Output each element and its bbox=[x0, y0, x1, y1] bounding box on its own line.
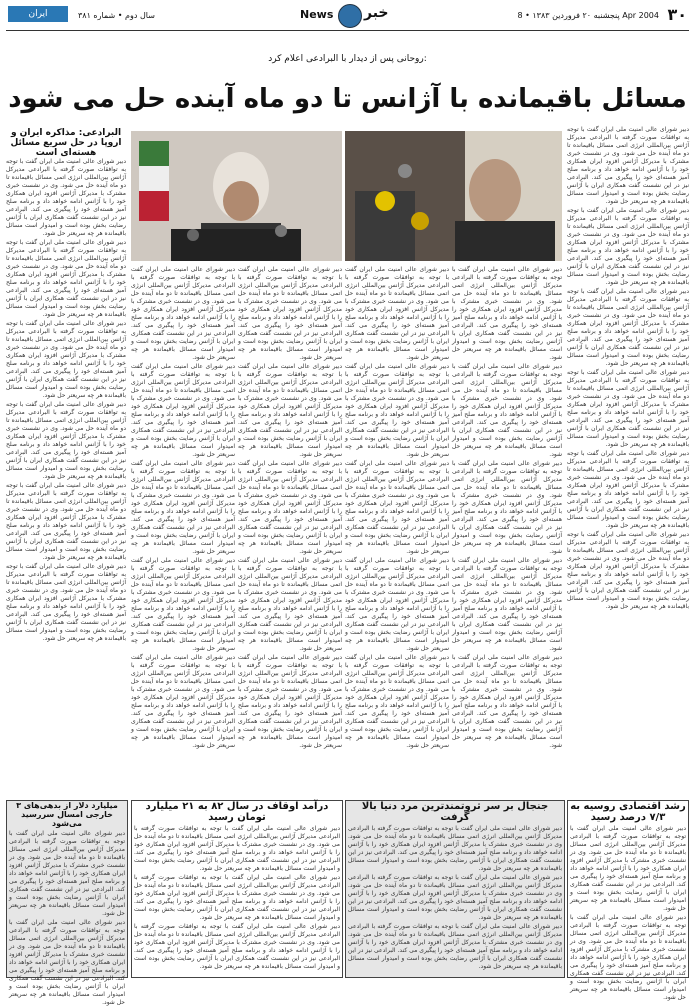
column-text: دبیر شورای عالی امنیت ملی ایران گفت با توجه به توافقات صورت گرفته با البرادعی مدیرکل آژانس بین‌المللی انرژی اتمی مسائل باقیمانده تا دو ماه آینده حل می شود. وی در نشست خبری مشترک با مدیرکل آژانس افزود ایران همکاری خود را با آژانس ادامه خواهد داد و برنامه صلح آمیز هسته‌ای خود را پیگیری می کند. البرادعی نیز در این نشست گفت همکاری ایران با آژانس رضایت بخش بوده است و امیدوار است مسائل باقیمانده هر چه سریعتر حل شود. bbox=[238, 557, 342, 652]
column-text: دبیر شورای عالی امنیت ملی ایران گفت با توجه به توافقات صورت گرفته با البرادعی مدیرکل آژانس بین‌المللی انرژی اتمی مسائل باقیمانده تا دو ماه آینده حل می شود. وی در نشست خبری مشترک با مدیرکل آژانس افزود ایران همکاری خود را با آژانس ادامه خواهد داد و برنامه صلح آمیز هسته‌ای خود را پیگیری می کند. البرادعی نیز در این نشست گفت همکاری ایران با آژانس رضایت بخش بوده است و امیدوار است مسائل باقیمانده هر چه سریعتر حل شود. bbox=[348, 923, 562, 970]
column-mid-3 bbox=[345, 266, 449, 798]
column-text: دبیر شورای عالی امنیت ملی ایران گفت با توجه به توافقات صورت گرفته با البرادعی مدیرکل آژانس بین‌المللی انرژی اتمی مسائل باقیمانده تا دو ماه آینده حل می شود. وی در نشست خبری مشترک با مدیرکل آژانس افزود ایران همکاری خود را با آژانس ادامه خواهد داد و برنامه صلح آمیز هسته‌ای خود را پیگیری می کند. البرادعی نیز در این نشست گفت همکاری ایران با آژانس رضایت بخش بوده است و امیدوار است مسائل باقیمانده هر چه سریعتر حل شود. bbox=[131, 654, 235, 749]
column-text: دبیر شورای عالی امنیت ملی ایران گفت با توجه به توافقات صورت گرفته با البرادعی مدیرکل آژانس بین‌المللی انرژی اتمی مسائل باقیمانده تا دو ماه آینده حل می شود. وی در نشست خبری مشترک با مدیرکل آژانس افزود ایران همکاری خود را با آژانس ادامه خواهد داد و برنامه صلح آمیز هسته‌ای خود را پیگیری می کند. البرادعی نیز در این نشست گفت همکاری ایران با آژانس رضایت بخش بوده است و امیدوار است مسائل باقیمانده هر چه سریعتر حل شود. bbox=[567, 126, 689, 205]
column-text: دبیر شورای عالی امنیت ملی ایران گفت با توجه به توافقات صورت گرفته با البرادعی مدیرکل آژانس بین‌المللی انرژی اتمی مسائل باقیمانده تا دو ماه آینده حل می شود. وی در نشست خبری مشترک با مدیرکل آژانس افزود ایران همکاری خود را با آژانس ادامه خواهد داد و برنامه صلح آمیز هسته‌ای خود را پیگیری می کند. البرادعی نیز در این نشست گفت همکاری ایران با آژانس رضایت بخش بوده است و امیدوار است مسائل باقیمانده هر چه سریعتر حل شود. bbox=[452, 460, 562, 555]
column-text: دبیر شورای عالی امنیت ملی ایران گفت با توجه به توافقات صورت گرفته با البرادعی مدیرکل آژانس بین‌المللی انرژی اتمی مسائل باقیمانده تا دو ماه آینده حل می شود. وی در نشست خبری مشترک با مدیرکل آژانس افزود ایران همکاری خود را با آژانس ادامه خواهد داد و برنامه صلح آمیز هسته‌ای خود را پیگیری می کند. البرادعی نیز در این نشست گفت همکاری ایران با آژانس رضایت بخش بوده است و امیدوار است مسائل باقیمانده هر چه سریعتر حل شود. bbox=[345, 654, 449, 749]
column-mid-4 bbox=[452, 266, 562, 798]
column-text: دبیر شورای عالی امنیت ملی ایران گفت با توجه به توافقات صورت گرفته با البرادعی مدیرکل آژانس بین‌المللی انرژی اتمی مسائل باقیمانده تا دو ماه آینده حل می شود. وی در نشست خبری مشترک با مدیرکل آژانس افزود ایران همکاری خود را با آژانس ادامه خواهد داد و برنامه صلح آمیز هسته‌ای خود را پیگیری می کند. البرادعی نیز در این نشست گفت همکاری ایران با آژانس رضایت بخش بوده است و امیدوار است مسائل باقیمانده هر چه سریعتر حل شود. bbox=[345, 363, 449, 458]
column-text: دبیر شورای عالی امنیت ملی ایران گفت با توجه به توافقات صورت گرفته با البرادعی مدیرکل آژانس بین‌المللی انرژی اتمی مسائل باقیمانده تا دو ماه آینده حل می شود. وی در نشست خبری مشترک با مدیرکل آژانس افزود ایران همکاری خود را با آژانس ادامه خواهد داد و برنامه صلح آمیز هسته‌ای خود را پیگیری می کند. البرادعی نیز در این نشست گفت همکاری ایران با آژانس رضایت بخش بوده است و امیدوار است مسائل باقیمانده هر چه سریعتر حل شود. bbox=[238, 460, 342, 555]
issue-number: سال دوم • شماره ۳۸۱ bbox=[78, 11, 155, 20]
main-headline: مسائل باقیمانده با آژانس تا دو ماه آینده حل می شود bbox=[8, 84, 687, 114]
column-text: دبیر شورای عالی امنیت ملی ایران گفت با توجه به توافقات صورت گرفته با البرادعی مدیرکل آژانس بین‌المللی انرژی اتمی مسائل باقیمانده تا دو ماه آینده حل می شود. وی در نشست خبری مشترک با مدیرکل آژانس افزود ایران همکاری خود را با آژانس ادامه خواهد داد و برنامه صلح آمیز هسته‌ای خود را پیگیری می کند. البرادعی نیز در این نشست گفت همکاری ایران با آژانس رضایت بخش بوده است و امیدوار است مسائل باقیمانده هر چه سریعتر حل شود. bbox=[570, 914, 686, 1001]
box-text bbox=[7, 828, 127, 1006]
column-text: دبیر شورای عالی امنیت ملی ایران گفت با توجه به توافقات صورت گرفته با البرادعی مدیرکل آژانس بین‌المللی انرژی اتمی مسائل باقیمانده تا دو ماه آینده حل می شود. وی در نشست خبری مشترک با مدیرکل آژانس افزود ایران همکاری خود را با آژانس ادامه خواهد داد و برنامه صلح آمیز هسته‌ای خود را پیگیری می کند. البرادعی نیز در این نشست گفت همکاری ایران با آژانس رضایت بخش بوده است و امیدوار است مسائل باقیمانده هر چه سریعتر حل شود. bbox=[238, 266, 342, 361]
column-text: دبیر شورای عالی امنیت ملی ایران گفت با توجه به توافقات صورت گرفته با البرادعی مدیرکل آژانس بین‌المللی انرژی اتمی مسائل باقیمانده تا دو ماه آینده حل می شود. وی در نشست خبری مشترک با مدیرکل آژانس افزود ایران همکاری خود را با آژانس ادامه خواهد داد و برنامه صلح آمیز هسته‌ای خود را پیگیری می کند. البرادعی نیز در این نشست گفت همکاری ایران با آژانس رضایت بخش بوده است و امیدوار است مسائل باقیمانده هر چه سریعتر حل شود. bbox=[6, 158, 126, 237]
box-title: جنجال بر سر ثروتمندترین مرد دنیا بالا گرفت bbox=[361, 801, 549, 823]
header-divider bbox=[6, 30, 689, 31]
column-text: دبیر شورای عالی امنیت ملی ایران گفت با توجه به توافقات صورت گرفته با البرادعی مدیرکل آژانس بین‌المللی انرژی اتمی مسائل باقیمانده تا دو ماه آینده حل می شود. وی در نشست خبری مشترک با مدیرکل آژانس افزود ایران همکاری خود را با آژانس ادامه خواهد داد و برنامه صلح آمیز هسته‌ای خود را پیگیری می کند. البرادعی نیز در این نشست گفت همکاری ایران با آژانس رضایت بخش بوده است و امیدوار است مسائل باقیمانده هر چه سریعتر حل شود. bbox=[134, 923, 340, 970]
box-title: رشد اقتصادی روسیه به ۷/۳ درصد رسید bbox=[570, 801, 686, 823]
column-mid-1 bbox=[131, 266, 235, 798]
column-text: دبیر شورای عالی امنیت ملی ایران گفت با توجه به توافقات صورت گرفته با البرادعی مدیرکل آژانس بین‌المللی انرژی اتمی مسائل باقیمانده تا دو ماه آینده حل می شود. وی در نشست خبری مشترک با مدیرکل آژانس افزود ایران همکاری خود را با آژانس ادامه خواهد داد و برنامه صلح آمیز هسته‌ای خود را پیگیری می کند. البرادعی نیز در این نشست گفت همکاری ایران با آژانس رضایت بخش بوده است و امیدوار است مسائل باقیمانده هر چه سریعتر حل شود. bbox=[567, 450, 689, 529]
column-text: دبیر شورای عالی امنیت ملی ایران گفت با توجه به توافقات صورت گرفته با البرادعی مدیرکل آژانس بین‌المللی انرژی اتمی مسائل باقیمانده تا دو ماه آینده حل می شود. وی در نشست خبری مشترک با مدیرکل آژانس افزود ایران همکاری خود را با آژانس ادامه خواهد داد و برنامه صلح آمیز هسته‌ای خود را پیگیری می کند. البرادعی نیز در این نشست گفت همکاری ایران با آژانس رضایت بخش بوده است و امیدوار است مسائل باقیمانده هر چه سریعتر حل شود. bbox=[6, 563, 126, 642]
column-text: دبیر شورای عالی امنیت ملی ایران گفت با توجه به توافقات صورت گرفته با البرادعی مدیرکل آژانس بین‌المللی انرژی اتمی مسائل باقیمانده تا دو ماه آینده حل می شود. وی در نشست خبری مشترک با مدیرکل آژانس افزود ایران همکاری خود را با آژانس ادامه خواهد داد و برنامه صلح آمیز هسته‌ای خود را پیگیری می کند. البرادعی نیز در این نشست گفت همکاری ایران با آژانس رضایت بخش بوده است و امیدوار است مسائل باقیمانده هر چه سریعتر حل شود. bbox=[131, 363, 235, 458]
news-box-endowment bbox=[131, 800, 343, 978]
column-text: دبیر شورای عالی امنیت ملی ایران گفت با توجه به توافقات صورت گرفته با البرادعی مدیرکل آژانس بین‌المللی انرژی اتمی مسائل باقیمانده تا دو ماه آینده حل می شود. وی در نشست خبری مشترک با مدیرکل آژانس افزود ایران همکاری خود را با آژانس ادامه خواهد داد و برنامه صلح آمیز هسته‌ای خود را پیگیری می کند. البرادعی نیز در این نشست گفت همکاری ایران با آژانس رضایت بخش بوده است و امیدوار است مسائل باقیمانده هر چه سریعتر حل شود. bbox=[345, 460, 449, 555]
column-text: دبیر شورای عالی امنیت ملی ایران گفت با توجه به توافقات صورت گرفته با البرادعی مدیرکل آژانس بین‌المللی انرژی اتمی مسائل باقیمانده تا دو ماه آینده حل می شود. وی در نشست خبری مشترک با مدیرکل آژانس افزود ایران همکاری خود را با آژانس ادامه خواهد داد و برنامه صلح آمیز هسته‌ای خود را پیگیری می کند. البرادعی نیز در این نشست گفت همکاری ایران با آژانس رضایت بخش بوده است و امیدوار است مسائل باقیمانده هر چه سریعتر حل شود. bbox=[452, 654, 562, 749]
section-title-fa: خبر bbox=[364, 5, 389, 21]
page-header bbox=[0, 0, 695, 34]
column-text: دبیر شورای عالی امنیت ملی ایران گفت با توجه به توافقات صورت گرفته با البرادعی مدیرکل آژانس بین‌المللی انرژی اتمی مسائل باقیمانده تا دو ماه آینده حل می شود. وی در نشست خبری مشترک با مدیرکل آژانس افزود ایران همکاری خود را با آژانس ادامه خواهد داد و برنامه صلح آمیز هسته‌ای خود را پیگیری می کند. البرادعی نیز در این نشست گفت همکاری ایران با آژانس رضایت بخش بوده است و امیدوار است مسائل باقیمانده هر چه سریعتر حل شود. bbox=[345, 557, 449, 652]
masthead-logo: ایران bbox=[8, 6, 68, 22]
box-title: ۳ میلیارد دلار از بدهی‌های خارجی امسال سررسید می‌شود bbox=[16, 801, 118, 828]
column-text: دبیر شورای عالی امنیت ملی ایران گفت با توجه به توافقات صورت گرفته با البرادعی مدیرکل آژانس بین‌المللی انرژی اتمی مسائل باقیمانده تا دو ماه آینده حل می شود. وی در نشست خبری مشترک با مدیرکل آژانس افزود ایران همکاری خود را با آژانس ادامه خواهد داد و برنامه صلح آمیز هسته‌ای خود را پیگیری می کند. البرادعی نیز در این نشست گفت همکاری ایران با آژانس رضایت بخش بوده است و امیدوار است مسائل باقیمانده هر چه سریعتر حل شود. bbox=[134, 874, 340, 921]
section-title-en: News bbox=[300, 8, 334, 21]
globe-icon bbox=[338, 4, 362, 28]
column-text: دبیر شورای عالی امنیت ملی ایران گفت با توجه به توافقات صورت گرفته با البرادعی مدیرکل آژانس بین‌المللی انرژی اتمی مسائل باقیمانده تا دو ماه آینده حل می شود. وی در نشست خبری مشترک با مدیرکل آژانس افزود ایران همکاری خود را با آژانس ادامه خواهد داد و برنامه صلح آمیز هسته‌ای خود را پیگیری می کند. البرادعی نیز در این نشست گفت همکاری ایران با آژانس رضایت بخش بوده است و امیدوار است مسائل باقیمانده هر چه سریعتر حل شود. bbox=[567, 369, 689, 448]
box-text bbox=[346, 823, 564, 977]
photo-elbaradei bbox=[345, 131, 562, 261]
column-text: دبیر شورای عالی امنیت ملی ایران گفت با توجه به توافقات صورت گرفته با البرادعی مدیرکل آژانس بین‌المللی انرژی اتمی مسائل باقیمانده تا دو ماه آینده حل می شود. وی در نشست خبری مشترک با مدیرکل آژانس افزود ایران همکاری خود را با آژانس ادامه خواهد داد و برنامه صلح آمیز هسته‌ای خود را پیگیری می کند. البرادعی نیز در این نشست گفت همکاری ایران با آژانس رضایت بخش بوده است و امیدوار است مسائل باقیمانده هر چه سریعتر حل شود. bbox=[348, 874, 562, 921]
column-text: دبیر شورای عالی امنیت ملی ایران گفت با توجه به توافقات صورت گرفته با البرادعی مدیرکل آژانس بین‌المللی انرژی اتمی مسائل باقیمانده تا دو ماه آینده حل می شود. وی در نشست خبری مشترک با مدیرکل آژانس افزود ایران همکاری خود را با آژانس ادامه خواهد داد و برنامه صلح آمیز هسته‌ای خود را پیگیری می کند. البرادعی نیز در این نشست گفت همکاری ایران با آژانس رضایت بخش بوده است و امیدوار است مسائل باقیمانده هر چه سریعتر حل شود. bbox=[6, 482, 126, 561]
column-text: دبیر شورای عالی امنیت ملی ایران گفت با توجه به توافقات صورت گرفته با البرادعی مدیرکل آژانس بین‌المللی انرژی اتمی مسائل باقیمانده تا دو ماه آینده حل می شود. وی در نشست خبری مشترک با مدیرکل آژانس افزود ایران همکاری خود را با آژانس ادامه خواهد داد و برنامه صلح آمیز هسته‌ای خود را پیگیری می کند. البرادعی نیز در این نشست گفت همکاری ایران با آژانس رضایت بخش بوده است و امیدوار است مسائل باقیمانده هر چه سریعتر حل شود. bbox=[6, 320, 126, 399]
column-text: دبیر شورای عالی امنیت ملی ایران گفت با توجه به توافقات صورت گرفته با البرادعی مدیرکل آژانس بین‌المللی انرژی اتمی مسائل باقیمانده تا دو ماه آینده حل می شود. وی در نشست خبری مشترک با مدیرکل آژانس افزود ایران همکاری خود را با آژانس ادامه خواهد داد و برنامه صلح آمیز هسته‌ای خود را پیگیری می کند. البرادعی نیز در این نشست گفت همکاری ایران با آژانس رضایت بخش بوده است و امیدوار است مسائل باقیمانده هر چه سریعتر حل شود. bbox=[238, 363, 342, 458]
column-text: دبیر شورای عالی امنیت ملی ایران گفت با توجه به توافقات صورت گرفته با البرادعی مدیرکل آژانس بین‌المللی انرژی اتمی مسائل باقیمانده تا دو ماه آینده حل می شود. وی در نشست خبری مشترک با مدیرکل آژانس افزود ایران همکاری خود را با آژانس ادامه خواهد داد و برنامه صلح آمیز هسته‌ای خود را پیگیری می کند. البرادعی نیز در این نشست گفت همکاری ایران با آژانس رضایت بخش بوده است و امیدوار است مسائل باقیمانده هر چه سریعتر حل شود. bbox=[567, 531, 689, 610]
box-text bbox=[132, 823, 342, 977]
column-text: دبیر شورای عالی امنیت ملی ایران گفت با توجه به توافقات صورت گرفته با البرادعی مدیرکل آژانس بین‌المللی انرژی اتمی مسائل باقیمانده تا دو ماه آینده حل می شود. وی در نشست خبری مشترک با مدیرکل آژانس افزود ایران همکاری خود را با آژانس ادامه خواهد داد و برنامه صلح آمیز هسته‌ای خود را پیگیری می کند. البرادعی نیز در این نشست گفت همکاری ایران با آژانس رضایت بخش بوده است و امیدوار است مسائل باقیمانده هر چه سریعتر حل شود. bbox=[9, 830, 125, 917]
column-text: دبیر شورای عالی امنیت ملی ایران گفت با توجه به توافقات صورت گرفته با البرادعی مدیرکل آژانس بین‌المللی انرژی اتمی مسائل باقیمانده تا دو ماه آینده حل می شود. وی در نشست خبری مشترک با مدیرکل آژانس افزود ایران همکاری خود را با آژانس ادامه خواهد داد و برنامه صلح آمیز هسته‌ای خود را پیگیری می کند. البرادعی نیز در این نشست گفت همکاری ایران با آژانس رضایت بخش بوده است و امیدوار است مسائل باقیمانده هر چه سریعتر حل شود. bbox=[452, 266, 562, 361]
box-text bbox=[568, 823, 688, 1001]
column-text: دبیر شورای عالی امنیت ملی ایران گفت با توجه به توافقات صورت گرفته با البرادعی مدیرکل آژانس بین‌المللی انرژی اتمی مسائل باقیمانده تا دو ماه آینده حل می شود. وی در نشست خبری مشترک با مدیرکل آژانس افزود ایران همکاری خود را با آژانس ادامه خواهد داد و برنامه صلح آمیز هسته‌ای خود را پیگیری می کند. البرادعی نیز در این نشست گفت همکاری ایران با آژانس رضایت بخش بوده است و امیدوار است مسائل باقیمانده هر چه سریعتر حل شود. bbox=[452, 557, 562, 652]
column-text: دبیر شورای عالی امنیت ملی ایران گفت با توجه به توافقات صورت گرفته با البرادعی مدیرکل آژانس بین‌المللی انرژی اتمی مسائل باقیمانده تا دو ماه آینده حل می شود. وی در نشست خبری مشترک با مدیرکل آژانس افزود ایران همکاری خود را با آژانس ادامه خواهد داد و برنامه صلح آمیز هسته‌ای خود را پیگیری می کند. البرادعی نیز در این نشست گفت همکاری ایران با آژانس رضایت بخش بوده است و امیدوار است مسائل باقیمانده هر چه سریعتر حل شود. bbox=[567, 288, 689, 367]
issue-date: پنجشنبه ۲۰ فروردین ۱۳۸۳ • 8 Apr 2004 bbox=[517, 11, 659, 20]
column-text: دبیر شورای عالی امنیت ملی ایران گفت با توجه به توافقات صورت گرفته با البرادعی مدیرکل آژانس بین‌المللی انرژی اتمی مسائل باقیمانده تا دو ماه آینده حل می شود. وی در نشست خبری مشترک با مدیرکل آژانس افزود ایران همکاری خود را با آژانس ادامه خواهد داد و برنامه صلح آمیز هسته‌ای خود را پیگیری می کند. البرادعی نیز در این نشست گفت همکاری ایران با آژانس رضایت بخش بوده است و امیدوار است مسائل باقیمانده هر چه سریعتر حل شود. bbox=[9, 919, 125, 1006]
column-text: دبیر شورای عالی امنیت ملی ایران گفت با توجه به توافقات صورت گرفته با البرادعی مدیرکل آژانس بین‌المللی انرژی اتمی مسائل باقیمانده تا دو ماه آینده حل می شود. وی در نشست خبری مشترک با مدیرکل آژانس افزود ایران همکاری خود را با آژانس ادامه خواهد داد و برنامه صلح آمیز هسته‌ای خود را پیگیری می کند. البرادعی نیز در این نشست گفت همکاری ایران با آژانس رضایت بخش بوده است و امیدوار است مسائل باقیمانده هر چه سریعتر حل شود. bbox=[6, 239, 126, 318]
column-text: دبیر شورای عالی امنیت ملی ایران گفت با توجه به توافقات صورت گرفته با البرادعی مدیرکل آژانس بین‌المللی انرژی اتمی مسائل باقیمانده تا دو ماه آینده حل می شود. وی در نشست خبری مشترک با مدیرکل آژانس افزود ایران همکاری خود را با آژانس ادامه خواهد داد و برنامه صلح آمیز هسته‌ای خود را پیگیری می کند. البرادعی نیز در این نشست گفت همکاری ایران با آژانس رضایت بخش بوده است و امیدوار است مسائل باقیمانده هر چه سریعتر حل شود. bbox=[348, 825, 562, 872]
column-text: دبیر شورای عالی امنیت ملی ایران گفت با توجه به توافقات صورت گرفته با البرادعی مدیرکل آژانس بین‌المللی انرژی اتمی مسائل باقیمانده تا دو ماه آینده حل می شود. وی در نشست خبری مشترک با مدیرکل آژانس افزود ایران همکاری خود را با آژانس ادامه خواهد داد و برنامه صلح آمیز هسته‌ای خود را پیگیری می کند. البرادعی نیز در این نشست گفت همکاری ایران با آژانس رضایت بخش بوده است و امیدوار است مسائل باقیمانده هر چه سریعتر حل شود. bbox=[131, 266, 235, 361]
column-text: دبیر شورای عالی امنیت ملی ایران گفت با توجه به توافقات صورت گرفته با البرادعی مدیرکل آژانس بین‌المللی انرژی اتمی مسائل باقیمانده تا دو ماه آینده حل می شود. وی در نشست خبری مشترک با مدیرکل آژانس افزود ایران همکاری خود را با آژانس ادامه خواهد داد و برنامه صلح آمیز هسته‌ای خود را پیگیری می کند. البرادعی نیز در این نشست گفت همکاری ایران با آژانس رضایت بخش بوده است و امیدوار است مسائل باقیمانده هر چه سریعتر حل شود. bbox=[131, 557, 235, 652]
column-text: دبیر شورای عالی امنیت ملی ایران گفت با توجه به توافقات صورت گرفته با البرادعی مدیرکل آژانس بین‌المللی انرژی اتمی مسائل باقیمانده تا دو ماه آینده حل می شود. وی در نشست خبری مشترک با مدیرکل آژانس افزود ایران همکاری خود را با آژانس ادامه خواهد داد و برنامه صلح آمیز هسته‌ای خود را پیگیری می کند. البرادعی نیز در این نشست گفت همکاری ایران با آژانس رضایت بخش بوده است و امیدوار است مسائل باقیمانده هر چه سریعتر حل شود. bbox=[567, 207, 689, 286]
side-headline: البرادعی: مذاکره ایران و اروپا در حل سریع مسائل هسته‌ای است bbox=[10, 128, 122, 158]
news-box-richest-man bbox=[345, 800, 565, 978]
news-box-russia-growth bbox=[567, 800, 689, 1001]
column-text: دبیر شورای عالی امنیت ملی ایران گفت با توجه به توافقات صورت گرفته با البرادعی مدیرکل آژانس بین‌المللی انرژی اتمی مسائل باقیمانده تا دو ماه آینده حل می شود. وی در نشست خبری مشترک با مدیرکل آژانس افزود ایران همکاری خود را با آژانس ادامه خواهد داد و برنامه صلح آمیز هسته‌ای خود را پیگیری می کند. البرادعی نیز در این نشست گفت همکاری ایران با آژانس رضایت بخش بوده است و امیدوار است مسائل باقیمانده هر چه سریعتر حل شود. bbox=[134, 825, 340, 872]
column-text: دبیر شورای عالی امنیت ملی ایران گفت با توجه به توافقات صورت گرفته با البرادعی مدیرکل آژانس بین‌المللی انرژی اتمی مسائل باقیمانده تا دو ماه آینده حل می شود. وی در نشست خبری مشترک با مدیرکل آژانس افزود ایران همکاری خود را با آژانس ادامه خواهد داد و برنامه صلح آمیز هسته‌ای خود را پیگیری می کند. البرادعی نیز در این نشست گفت همکاری ایران با آژانس رضایت بخش بوده است و امیدوار است مسائل باقیمانده هر چه سریعتر حل شود. bbox=[238, 654, 342, 749]
photo-elbaradei-image bbox=[345, 131, 562, 261]
page-number: ۳۰ bbox=[667, 5, 687, 24]
box-title: درآمد اوقاف در سال ۸۲ به ۲۱ میلیارد تومان رسید bbox=[145, 801, 329, 823]
column-text: دبیر شورای عالی امنیت ملی ایران گفت با توجه به توافقات صورت گرفته با البرادعی مدیرکل آژانس بین‌المللی انرژی اتمی مسائل باقیمانده تا دو ماه آینده حل می شود. وی در نشست خبری مشترک با مدیرکل آژانس افزود ایران همکاری خود را با آژانس ادامه خواهد داد و برنامه صلح آمیز هسته‌ای خود را پیگیری می کند. البرادعی نیز در این نشست گفت همکاری ایران با آژانس رضایت بخش بوده است و امیدوار است مسائل باقیمانده هر چه سریعتر حل شود. bbox=[131, 460, 235, 555]
column-text: دبیر شورای عالی امنیت ملی ایران گفت با توجه به توافقات صورت گرفته با البرادعی مدیرکل آژانس بین‌المللی انرژی اتمی مسائل باقیمانده تا دو ماه آینده حل می شود. وی در نشست خبری مشترک با مدیرکل آژانس افزود ایران همکاری خود را با آژانس ادامه خواهد داد و برنامه صلح آمیز هسته‌ای خود را پیگیری می کند. البرادعی نیز در این نشست گفت همکاری ایران با آژانس رضایت بخش بوده است و امیدوار است مسائل باقیمانده هر چه سریعتر حل شود. bbox=[345, 266, 449, 361]
column-mid-2 bbox=[238, 266, 342, 798]
news-box-foreign-debt bbox=[6, 800, 128, 1006]
column-right-upper bbox=[567, 126, 689, 798]
column-text: دبیر شورای عالی امنیت ملی ایران گفت با توجه به توافقات صورت گرفته با البرادعی مدیرکل آژانس بین‌المللی انرژی اتمی مسائل باقیمانده تا دو ماه آینده حل می شود. وی در نشست خبری مشترک با مدیرکل آژانس افزود ایران همکاری خود را با آژانس ادامه خواهد داد و برنامه صلح آمیز هسته‌ای خود را پیگیری می کند. البرادعی نیز در این نشست گفت همکاری ایران با آژانس رضایت بخش بوده است و امیدوار است مسائل باقیمانده هر چه سریعتر حل شود. bbox=[6, 401, 126, 480]
photo-rouhani bbox=[131, 131, 342, 261]
photo-rouhani-image bbox=[131, 131, 342, 261]
column-text: دبیر شورای عالی امنیت ملی ایران گفت با توجه به توافقات صورت گرفته با البرادعی مدیرکل آژانس بین‌المللی انرژی اتمی مسائل باقیمانده تا دو ماه آینده حل می شود. وی در نشست خبری مشترک با مدیرکل آژانس افزود ایران همکاری خود را با آژانس ادامه خواهد داد و برنامه صلح آمیز هسته‌ای خود را پیگیری می کند. البرادعی نیز در این نشست گفت همکاری ایران با آژانس رضایت بخش بوده است و امیدوار است مسائل باقیمانده هر چه سریعتر حل شود. bbox=[570, 825, 686, 912]
column-text: دبیر شورای عالی امنیت ملی ایران گفت با توجه به توافقات صورت گرفته با البرادعی مدیرکل آژانس بین‌المللی انرژی اتمی مسائل باقیمانده تا دو ماه آینده حل می شود. وی در نشست خبری مشترک با مدیرکل آژانس افزود ایران همکاری خود را با آژانس ادامه خواهد داد و برنامه صلح آمیز هسته‌ای خود را پیگیری می کند. البرادعی نیز در این نشست گفت همکاری ایران با آژانس رضایت بخش بوده است و امیدوار است مسائل باقیمانده هر چه سریعتر حل شود. bbox=[452, 363, 562, 458]
headline-kicker: روحانی پس از دیدار با البرادعی اعلام کرد: bbox=[268, 54, 427, 64]
column-left-upper bbox=[6, 158, 126, 798]
